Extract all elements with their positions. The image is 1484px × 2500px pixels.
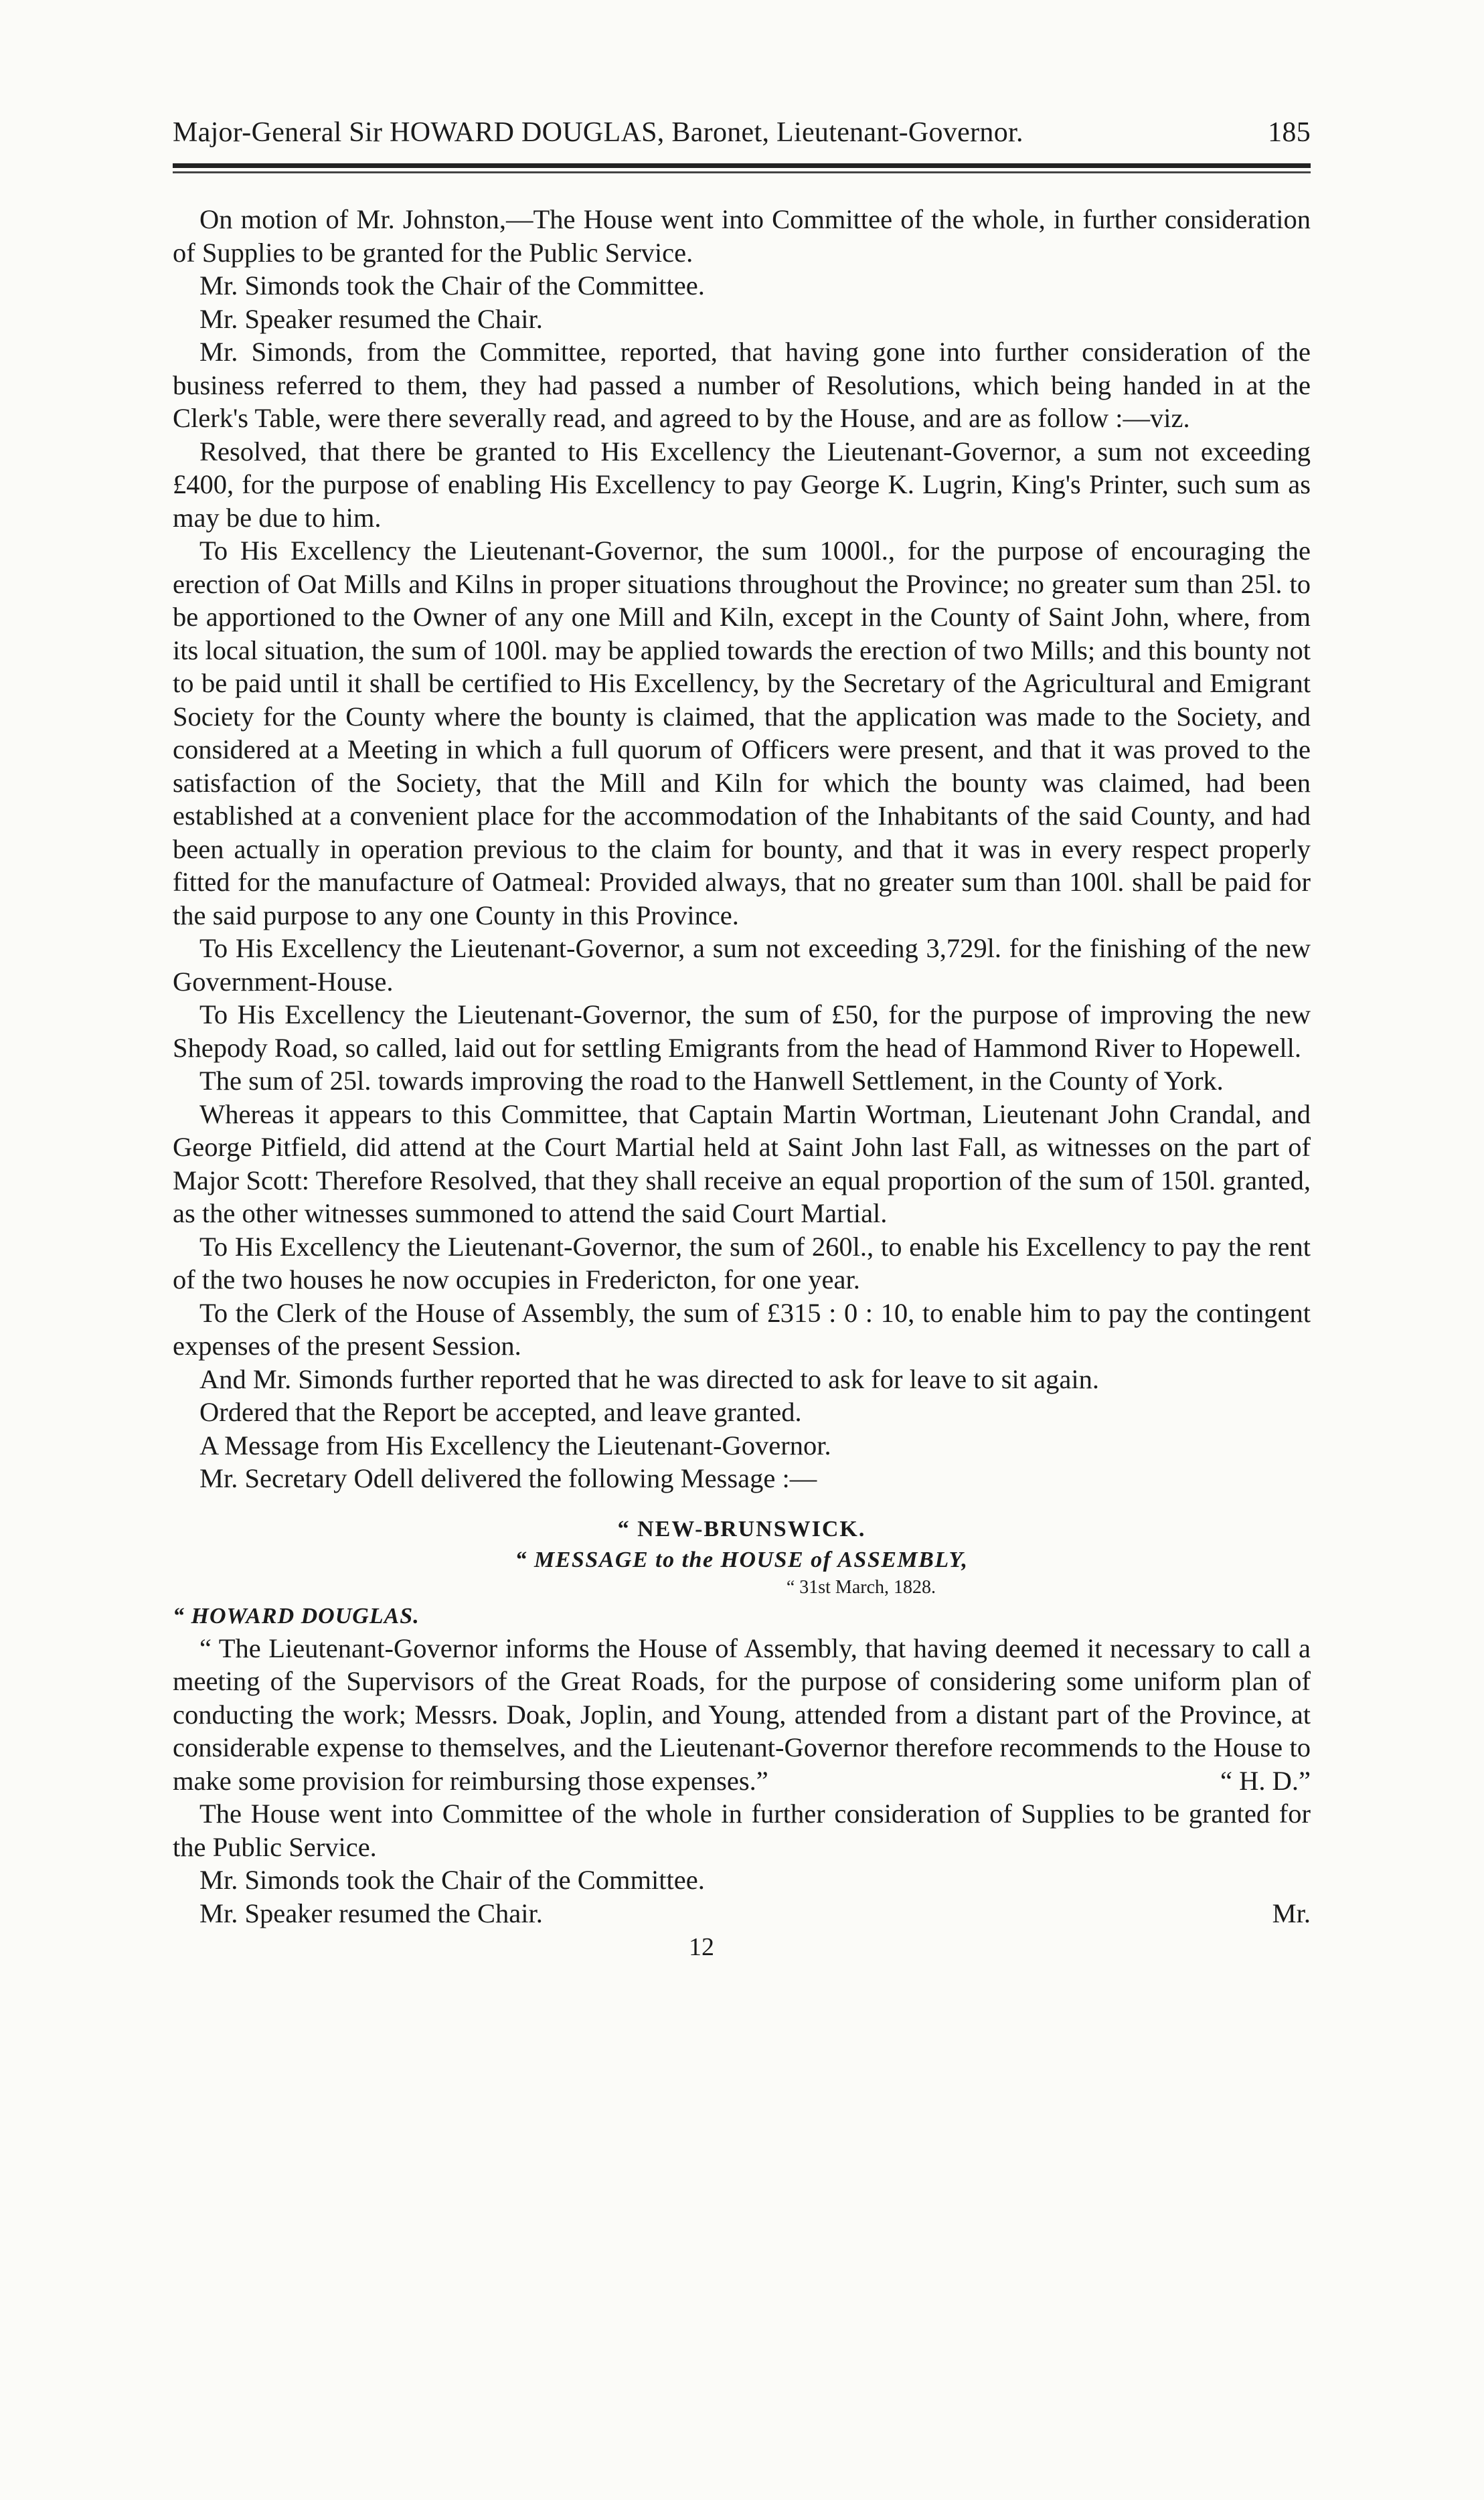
last-line [173, 1897, 1311, 1930]
paragraph-hanwell-road: The sum of 25l. towards improving the road to the Hanwell Settlement, in the County of York. [199, 1066, 1224, 1096]
paragraph-clerk-expenses: To the Clerk of the House of Assembly, the sum of £315 : 0 : 10, to enable him to pay the contingent expenses of the present Session. [173, 1297, 1311, 1361]
paragraph-report: Mr. Simonds, from the Committee, reported, that having gone into further consideration of the business referred to them, they had passed a number of Resolutions, which being handed in at the Clerk's Table, were there severally read, and agreed to by the House, and are as follow :—viz. [173, 337, 1311, 433]
message-place: “ NEW-BRUNSWICK. [617, 1516, 866, 1541]
message-initials: “ H. D.” [1220, 1765, 1311, 1796]
header-rule-thin [173, 171, 1311, 173]
paragraph-report-accepted: Ordered that the Report be accepted, and leave granted. [199, 1397, 802, 1427]
catchword: Mr. [1272, 1898, 1311, 1928]
paragraph-oat-mills: To His Excellency the Lieutenant-Governor, the sum 1000l., for the purpose of encouraging the erection of Oat Mills and Kilns in proper situations throughout the Province; no greater sum than 25l. to be apportioned to the Owner of any one Mill and Kiln, except in the County of Saint John, where, from its local situation, the sum of 100l. may be applied towards the erection of two Mills; and this bounty not to be paid until it shall be certified to His Excellency, by the Secretary of the Agricultural and Emigrant Society for the County where the bounty is claimed, that the application was made to the Society, and considered at a Meeting in which a full quorum of Officers were present, and that it was proved to the satisfaction of the Society, that the Mill and Kiln for which the bounty was claimed, had been established at a convenient place for the accommodation of the Inhabitants of the said County, and had been actually in operation previous to the claim for bounty, and that it was in every respect properly fitted for the manufacture of Oatmeal: Provided always, that no greater sum than 100l. shall be paid for the said purpose to any one County in this Province. [173, 535, 1311, 930]
paragraph-committee-supplies: The House went into Committee of the whole in further consideration of Supplies to be granted for the Public Service. [173, 1799, 1311, 1862]
message-heading: “ MESSAGE to the HOUSE of ASSEMBLY, [515, 1547, 969, 1572]
paragraph-government-house: To His Excellency the Lieutenant-Governor, a sum not exceeding 3,729l. for the finishing of the new Government-House. [173, 933, 1311, 997]
paragraph-motion: On motion of Mr. Johnston,—The House went into Committee of the whole, in further consideration of Supplies to be granted for the Public Service. [173, 204, 1311, 268]
paragraph-house-rent: To His Excellency the Lieutenant-Governor, the sum of 260l., to enable his Excellency to pay the rent of the two houses he now occupies in Fredericton, for one year. [173, 1231, 1311, 1295]
paragraph-message-delivered: Mr. Secretary Odell delivered the following Message :— [199, 1463, 817, 1493]
paragraph-chair-again: Mr. Simonds took the Chair of the Committee. [199, 1865, 705, 1895]
paragraph-chair: Mr. Simonds took the Chair of the Committee. [199, 270, 705, 301]
document-page [173, 114, 1311, 1962]
header-rule-thick [173, 163, 1311, 168]
running-head [173, 114, 1311, 151]
paragraph-shepody-road: To His Excellency the Lieutenant-Governor, the sum of £50, for the purpose of improving the new Shepody Road, so called, laid out for settling Emigrants from the head of Hammond River to Hopewell. [173, 999, 1311, 1063]
paragraph-speaker: Mr. Speaker resumed the Chair. [199, 303, 543, 334]
paragraph-speaker-again: Mr. Speaker resumed the Chair. [199, 1898, 543, 1928]
paragraph-court-martial: Whereas it appears to this Committee, that Captain Martin Wortman, Lieutenant John Crandal, and George Pitfield, did attend at the Court Martial held at Saint John last Fall, as witnesses on the part of Major Scott: Therefore Resolved, that they shall receive an equal proportion of the sum of 150l. granted, as the other witnesses summoned to attend the said Court Martial. [173, 1098, 1311, 1228]
paragraph-leave-to-sit: And Mr. Simonds further reported that he was directed to ask for leave to sit again. [199, 1363, 1100, 1394]
paragraph-message-announced: A Message from His Excellency the Lieutenant-Governor. [199, 1430, 831, 1461]
signature-mark: 12 [689, 1933, 714, 1961]
page-number: 185 [1268, 117, 1311, 148]
running-head-title: Major-General Sir HOWARD DOUGLAS, Baronet, Lieutenant-Governor. [173, 117, 1023, 148]
message-date: “ 31st March, 1828. [786, 1576, 936, 1598]
paragraph-resolved-printer: Resolved, that there be granted to His Excellency the Lieutenant-Governor, a sum not exceeding £400, for the purpose of enabling His Excellency to pay George K. Lugrin, King's Printer, such sum as may be due to him. [173, 436, 1311, 533]
message-body: “ The Lieutenant-Governor informs the House of Assembly, that having deemed it necessary to call a meeting of the Supervisors of the Great Roads, for the purpose of considering some uniform plan of conducting the work; Messrs. Doak, Joplin, and Young, attended from a distant part of the Province, at considerable expense to themselves, and the Lieutenant-Governor therefore recommends to the House to make some provision for reimbursing those expenses.” [173, 1633, 1311, 1796]
message-signatory: “ HOWARD DOUGLAS. [173, 1603, 420, 1629]
